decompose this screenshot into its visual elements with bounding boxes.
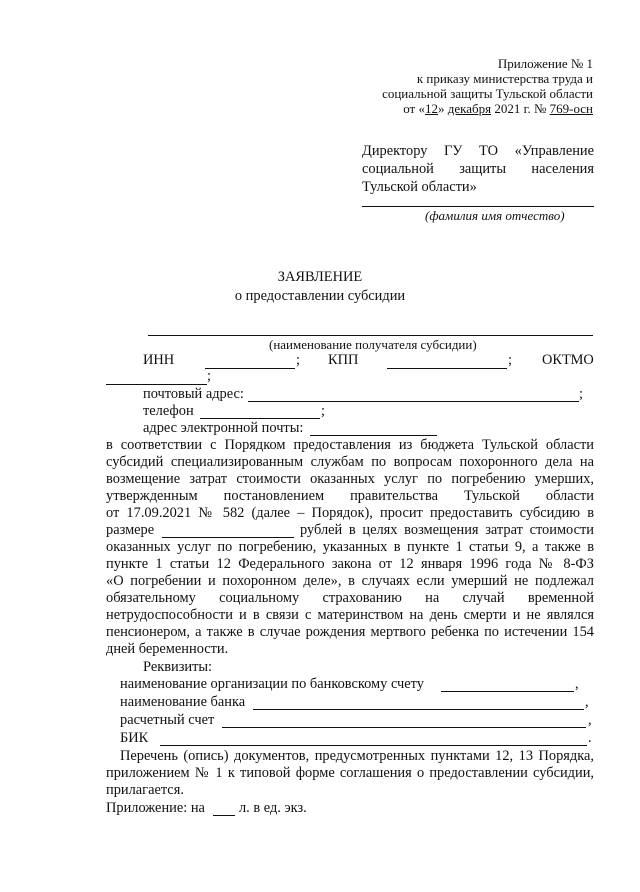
postal-address-field — [248, 401, 579, 402]
documents-list-line-3: прилагается. — [106, 782, 184, 798]
addressee-line-2: социальной защиты населения — [362, 161, 594, 177]
body-line-5: от 17.09.2021 № 582 (далее – Порядок), просит предоставить субсидию в — [106, 505, 594, 521]
attachment-suffix: л. в ед. экз. — [239, 800, 307, 816]
requisites-bik-label: БИК — [120, 730, 149, 746]
email-label: адрес электронной почты: — [143, 420, 304, 436]
requisites-bik-dot: . — [588, 730, 592, 746]
recipient-name-caption: (наименование получателя субсидии) — [269, 337, 477, 352]
body-line-6a: размере — [106, 522, 155, 538]
requisites-heading: Реквизиты: — [143, 659, 213, 675]
addressee-line-1: Директору ГУ ТО «Управление — [362, 143, 594, 159]
email-field — [310, 435, 437, 436]
addressee-name-caption: (фамилия имя отчество) — [425, 208, 565, 223]
body-line-4: утвержденным постановлением правительства Тульской области — [106, 488, 594, 504]
appendix-date: от «12» декабря 2021 г. № 769-осн — [403, 101, 593, 116]
body-line-7: оказанных услуг по погребению, указанных в пункте 1 статьи 9, а также в — [106, 539, 594, 555]
body-line-3: возмещение затрат стоимости оказанных услуг по погребению умерших, — [106, 471, 594, 487]
kpp-separator: ; — [508, 352, 512, 368]
postal-address-separator: ; — [579, 386, 583, 402]
appendix-number: Приложение № 1 — [497, 56, 593, 71]
postal-address-label: почтовый адрес: — [143, 386, 244, 402]
inn-label: ИНН — [143, 352, 175, 368]
appendix-order-ref: к приказу министерства труда и — [416, 71, 593, 86]
requisites-bank-label: наименование банка — [120, 694, 246, 710]
body-line-12: пенсионером, а также в случае рождения мертвого ребенка по истечении 154 — [106, 624, 594, 640]
body-line-2: субсидий специализированным службам по вопросам похоронного дела на — [106, 454, 594, 470]
addressee-name-line — [362, 206, 594, 207]
documents-list-line-2: приложением № 1 к типовой форме соглашения о предоставлении субсидии, — [106, 765, 594, 781]
oktmo-label: ОКТМО — [542, 352, 594, 368]
oktmo-field — [106, 384, 207, 385]
attachment-pages-field — [213, 815, 235, 816]
requisites-account-label: расчетный счет — [120, 712, 215, 728]
inn-separator: ; — [296, 352, 300, 368]
requisites-bank-comma: , — [585, 694, 589, 710]
body-line-6b: рублей в целях возмещения затрат стоимости — [300, 522, 594, 538]
body-line-11: нетрудоспособности и в связи с материнством на день смерти и не являлся — [106, 607, 594, 623]
addressee-line-3: Тульской области» — [362, 179, 477, 195]
recipient-name-line — [148, 335, 593, 336]
requisites-org-comma: , — [575, 676, 579, 692]
requisites-bank-field — [253, 709, 584, 710]
attachment-prefix: Приложение: на — [106, 800, 205, 816]
document-subtitle: о предоставлении субсидии — [234, 288, 406, 304]
documents-list-line-1: Перечень (опись) документов, предусмотренных пунктами 12, 13 Порядка, — [120, 748, 594, 764]
body-line-8: пункте 1 статьи 12 Федерального закона от 12 января 1996 года № 8-ФЗ — [106, 556, 594, 572]
body-line-10: обязательному социальному страхованию на случай временной — [106, 590, 594, 606]
subsidy-amount-field — [162, 537, 294, 538]
body-line-13: дней беременности. — [106, 641, 229, 657]
phone-separator: ; — [321, 403, 325, 419]
body-line-9: «О погребении и похоронном деле», в случаях если умерший не подлежал — [106, 573, 594, 589]
requisites-account-field — [222, 727, 586, 728]
phone-field — [200, 418, 320, 419]
phone-label: телефон — [143, 403, 194, 419]
document-title: ЗАЯВЛЕНИЕ — [277, 269, 363, 285]
appendix-month: декабря — [447, 101, 492, 116]
requisites-account-comma: , — [588, 712, 592, 728]
appendix-day: 12 — [424, 101, 438, 116]
kpp-field — [387, 368, 507, 369]
body-line-1: в соответствии с Порядком предоставления из бюджета Тульской области — [106, 437, 594, 453]
appendix-order-number: 769-осн — [549, 101, 593, 116]
requisites-org-field — [441, 691, 574, 692]
oktmo-separator: ; — [207, 368, 211, 384]
requisites-bik-field — [160, 745, 587, 746]
requisites-org-label: наименование организации по банковскому счету — [120, 676, 424, 692]
inn-field — [205, 368, 295, 369]
kpp-label: КПП — [328, 352, 359, 368]
appendix-ministry: социальной защиты Тульской области — [382, 86, 593, 101]
